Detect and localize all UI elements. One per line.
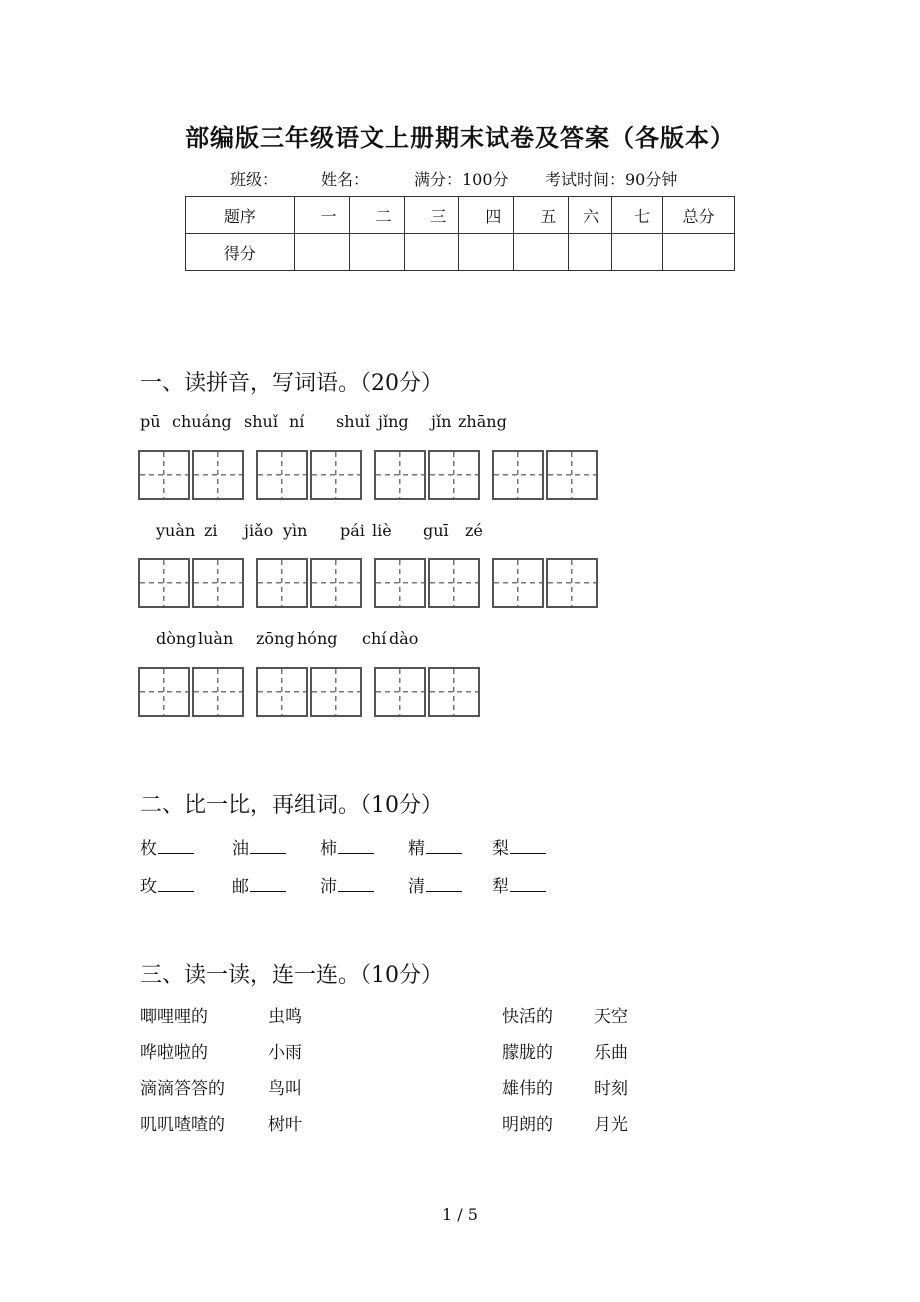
answer-blank[interactable] bbox=[158, 852, 194, 854]
writing-box[interactable] bbox=[374, 558, 426, 608]
writing-box[interactable] bbox=[492, 558, 544, 608]
writing-box[interactable] bbox=[256, 667, 308, 717]
writing-box-pair bbox=[374, 558, 482, 608]
table-header-cell: 三 bbox=[404, 197, 459, 234]
pinyin-syllable: shuǐ bbox=[244, 412, 278, 431]
match-left-target[interactable]: 小雨 bbox=[268, 1043, 302, 1063]
pinyin-row-2 bbox=[0, 521, 920, 545]
compare-item bbox=[232, 834, 286, 859]
compare-item bbox=[408, 834, 462, 859]
pinyin-syllable: ní bbox=[289, 412, 305, 431]
pinyin-row-3 bbox=[0, 629, 920, 653]
score-row-label: 得分 bbox=[186, 234, 295, 271]
section2-heading: 二、比一比，再组词。（10分） bbox=[140, 793, 443, 818]
char: 梨 bbox=[492, 839, 509, 859]
writing-box-pair bbox=[374, 667, 482, 717]
table-header-cell: 总分 bbox=[663, 197, 735, 234]
match-right-target[interactable]: 天空 bbox=[594, 1007, 628, 1027]
pinyin-syllable: chuáng bbox=[172, 412, 232, 431]
answer-blank[interactable] bbox=[426, 890, 462, 892]
match-left-target[interactable]: 虫鸣 bbox=[268, 1007, 302, 1027]
score-table-header-row bbox=[186, 197, 735, 234]
char: 犁 bbox=[492, 877, 509, 897]
pinyin-syllable: zōng bbox=[256, 629, 295, 648]
compare-item bbox=[140, 872, 194, 897]
pinyin-syllable: shuǐ bbox=[336, 412, 370, 431]
page-title: 部编版三年级语文上册期末试卷及答案（各版本） bbox=[185, 123, 735, 152]
pinyin-syllable: jiǎo bbox=[244, 521, 274, 540]
section1-heading: 一、读拼音，写词语。（20分） bbox=[140, 371, 443, 396]
writing-box[interactable] bbox=[138, 667, 190, 717]
writing-box[interactable] bbox=[428, 558, 480, 608]
answer-blank[interactable] bbox=[158, 890, 194, 892]
page-number: 1 / 5 bbox=[442, 1205, 478, 1224]
writing-box-pair bbox=[492, 450, 600, 500]
char: 枚 bbox=[140, 839, 157, 859]
pinyin-syllable: zé bbox=[465, 521, 483, 540]
score-cell[interactable] bbox=[459, 234, 514, 271]
writing-box[interactable] bbox=[138, 450, 190, 500]
table-header-cell: 一 bbox=[294, 197, 349, 234]
pinyin-syllable: pū bbox=[140, 412, 161, 431]
answer-blank[interactable] bbox=[510, 852, 546, 854]
writing-box-pair bbox=[138, 667, 246, 717]
pinyin-syllable: dào bbox=[389, 629, 419, 648]
char: 油 bbox=[232, 839, 249, 859]
table-header-cell: 题序 bbox=[186, 197, 295, 234]
class-label: 班级： bbox=[230, 170, 279, 189]
match-left-word[interactable]: 哗啦啦的 bbox=[140, 1043, 208, 1063]
table-header-cell: 二 bbox=[349, 197, 404, 234]
answer-blank[interactable] bbox=[426, 852, 462, 854]
match-right-target[interactable]: 月光 bbox=[594, 1115, 628, 1135]
score-cell[interactable] bbox=[349, 234, 404, 271]
score-cell[interactable] bbox=[294, 234, 349, 271]
pinyin-row-1 bbox=[0, 412, 920, 436]
compare-row-1 bbox=[0, 834, 920, 858]
pinyin-syllable: guī bbox=[423, 521, 449, 540]
writing-box[interactable] bbox=[192, 667, 244, 717]
writing-box-pair bbox=[256, 667, 364, 717]
char: 柿 bbox=[320, 839, 337, 859]
match-right-target[interactable]: 时刻 bbox=[594, 1079, 628, 1099]
pinyin-syllable: yìn bbox=[283, 521, 308, 540]
compare-item bbox=[140, 834, 194, 859]
answer-blank[interactable] bbox=[250, 890, 286, 892]
answer-blank[interactable] bbox=[250, 852, 286, 854]
writing-box[interactable] bbox=[138, 558, 190, 608]
writing-box[interactable] bbox=[310, 558, 362, 608]
match-left-target[interactable]: 鸟叫 bbox=[268, 1079, 302, 1099]
pinyin-syllable: zhāng bbox=[458, 412, 507, 431]
writing-box[interactable] bbox=[374, 450, 426, 500]
char: 精 bbox=[408, 839, 425, 859]
compare-item bbox=[320, 834, 374, 859]
score-cell[interactable] bbox=[569, 234, 612, 271]
score-cell[interactable] bbox=[663, 234, 735, 271]
match-list bbox=[0, 1002, 920, 1152]
writing-box-pair bbox=[256, 558, 364, 608]
char: 清 bbox=[408, 877, 425, 897]
score-cell[interactable] bbox=[612, 234, 663, 271]
writing-box-pair bbox=[374, 450, 482, 500]
score-table-score-row bbox=[186, 234, 735, 271]
writing-box[interactable] bbox=[256, 558, 308, 608]
table-header-cell: 六 bbox=[569, 197, 612, 234]
table-header-cell: 五 bbox=[514, 197, 569, 234]
char: 沛 bbox=[320, 877, 337, 897]
exam-time: 考试时间：90分钟 bbox=[545, 170, 678, 189]
answer-blank[interactable] bbox=[338, 852, 374, 854]
answer-blank[interactable] bbox=[510, 890, 546, 892]
answer-blank[interactable] bbox=[338, 890, 374, 892]
pinyin-syllable: liè bbox=[372, 521, 392, 540]
pinyin-syllable: zi bbox=[204, 521, 218, 540]
writing-box-pair bbox=[138, 450, 246, 500]
writing-box[interactable] bbox=[428, 667, 480, 717]
compare-item bbox=[232, 872, 286, 897]
writing-box[interactable] bbox=[492, 450, 544, 500]
writing-box[interactable] bbox=[192, 450, 244, 500]
pinyin-syllable: luàn bbox=[198, 629, 234, 648]
writing-box[interactable] bbox=[310, 667, 362, 717]
pinyin-syllable: hóng bbox=[297, 629, 338, 648]
pinyin-syllable: chí bbox=[362, 629, 387, 648]
name-label: 姓名： bbox=[321, 170, 370, 189]
writing-box[interactable] bbox=[374, 667, 426, 717]
match-left-word[interactable]: 滴滴答答的 bbox=[140, 1079, 225, 1099]
writing-box[interactable] bbox=[256, 450, 308, 500]
pinyin-syllable: jǐng bbox=[378, 412, 409, 431]
char: 邮 bbox=[232, 877, 249, 897]
pinyin-syllable: pái bbox=[340, 521, 365, 540]
match-left-target[interactable]: 树叶 bbox=[268, 1115, 302, 1135]
writing-box[interactable] bbox=[428, 450, 480, 500]
score-table bbox=[185, 196, 735, 271]
section3-heading: 三、读一读，连一连。（10分） bbox=[140, 963, 443, 988]
table-header-cell: 四 bbox=[459, 197, 514, 234]
match-right-word[interactable]: 快活的 bbox=[502, 1007, 553, 1027]
match-right-target[interactable]: 乐曲 bbox=[594, 1043, 628, 1063]
score-cell[interactable] bbox=[514, 234, 569, 271]
compare-item bbox=[408, 872, 462, 897]
compare-item bbox=[492, 834, 546, 859]
writing-box[interactable] bbox=[546, 450, 598, 500]
writing-box[interactable] bbox=[192, 558, 244, 608]
table-header-cell: 七 bbox=[612, 197, 663, 234]
writing-box-pair bbox=[138, 558, 246, 608]
match-right-word[interactable]: 雄伟的 bbox=[502, 1079, 553, 1099]
match-right-word[interactable]: 朦胧的 bbox=[502, 1043, 553, 1063]
char: 玫 bbox=[140, 877, 157, 897]
score-cell[interactable] bbox=[404, 234, 459, 271]
writing-box[interactable] bbox=[546, 558, 598, 608]
pinyin-syllable: jǐn bbox=[431, 412, 452, 431]
pinyin-syllable: dòng bbox=[156, 629, 197, 648]
match-left-word[interactable]: 叽叽喳喳的 bbox=[140, 1115, 225, 1135]
pinyin-syllable: yuàn bbox=[156, 521, 196, 540]
writing-box[interactable] bbox=[310, 450, 362, 500]
full-score: 满分：100分 bbox=[414, 170, 509, 189]
compare-row-2 bbox=[0, 872, 920, 896]
compare-item bbox=[492, 872, 546, 897]
match-right-word[interactable]: 明朗的 bbox=[502, 1115, 553, 1135]
compare-item bbox=[320, 872, 374, 897]
writing-box-pair bbox=[256, 450, 364, 500]
writing-box-pair bbox=[492, 558, 600, 608]
match-left-word[interactable]: 唧哩哩的 bbox=[140, 1007, 208, 1027]
